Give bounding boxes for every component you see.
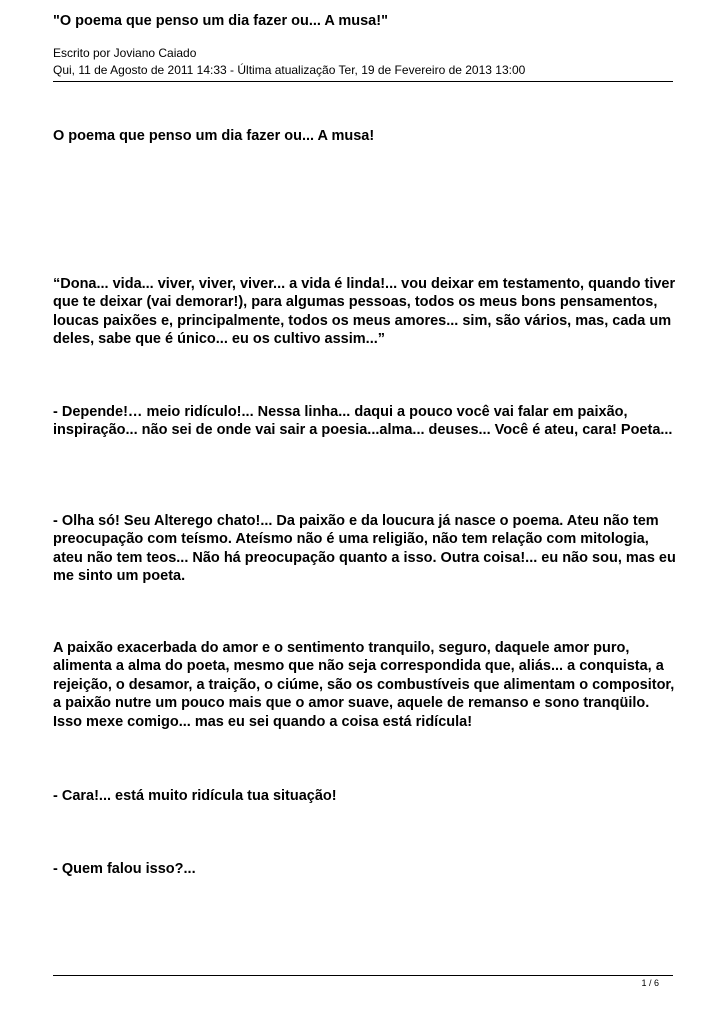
paragraph-3: - Olha só! Seu Alterego chato!... Da paixão e da loucura já nasce o poema. Ateu não tem preocupação com teísmo. Ateísmo não é uma religião, não tem relação com mitologia, ateu não tem teos... Não há preocupação quanto a isso. Outra coisa!... eu não sou, mas eu me sinto um poeta. [53, 513, 676, 585]
paragraph-1: “Dona... vida... viver, viver, viver... a vida é linda!... vou deixar em testamento, quando tiver que te deixar (vai demorar!), para algumas pessoas, todos os meus bons pensamentos, loucas paixões e, principalmente, todos os meus amores... sim, são vários, mas, cada um deles, sabe que é único... eu os cultivo assim...” [53, 276, 676, 348]
header-divider [53, 81, 673, 82]
page-number: 1 / 6 [641, 978, 659, 988]
paragraph-4: A paixão exacerbada do amor e o sentimento tranquilo, seguro, daquele amor puro, alimenta a alma do poeta, mesmo que não seja correspondida que, aliás... a conquista, a rejeição, o desamor, a traição, o ciúme, são os combustíveis que alimentam o compositor, a paixão nutre um pouco mais que o amor suave, aquele de remanso e sono tranqüilo. Isso mexe comigo... mas eu sei quando a coisa está ridícula! [53, 640, 675, 730]
paragraph-2: - Depende!… meio ridículo!... Nessa linha... daqui a pouco você vai falar em paixão, inspiração... não sei de onde vai sair a poesia...alma... deuses... Você é ateu, cara! Poeta... [53, 404, 673, 439]
paragraph-6: - Quem falou isso?... [53, 861, 196, 877]
date-line: Qui, 11 de Agosto de 2011 14:33 - Última atualização Ter, 19 de Fevereiro de 2013 13:00 [53, 63, 526, 77]
paragraph-5: - Cara!... está muito ridícula tua situação! [53, 788, 337, 804]
footer-divider [53, 975, 673, 976]
author-line: Escrito por Joviano Caiado [53, 46, 197, 60]
header-title: "O poema que penso um dia fazer ou... A musa!" [53, 13, 388, 29]
article-title: O poema que penso um dia fazer ou... A musa! [53, 128, 375, 144]
